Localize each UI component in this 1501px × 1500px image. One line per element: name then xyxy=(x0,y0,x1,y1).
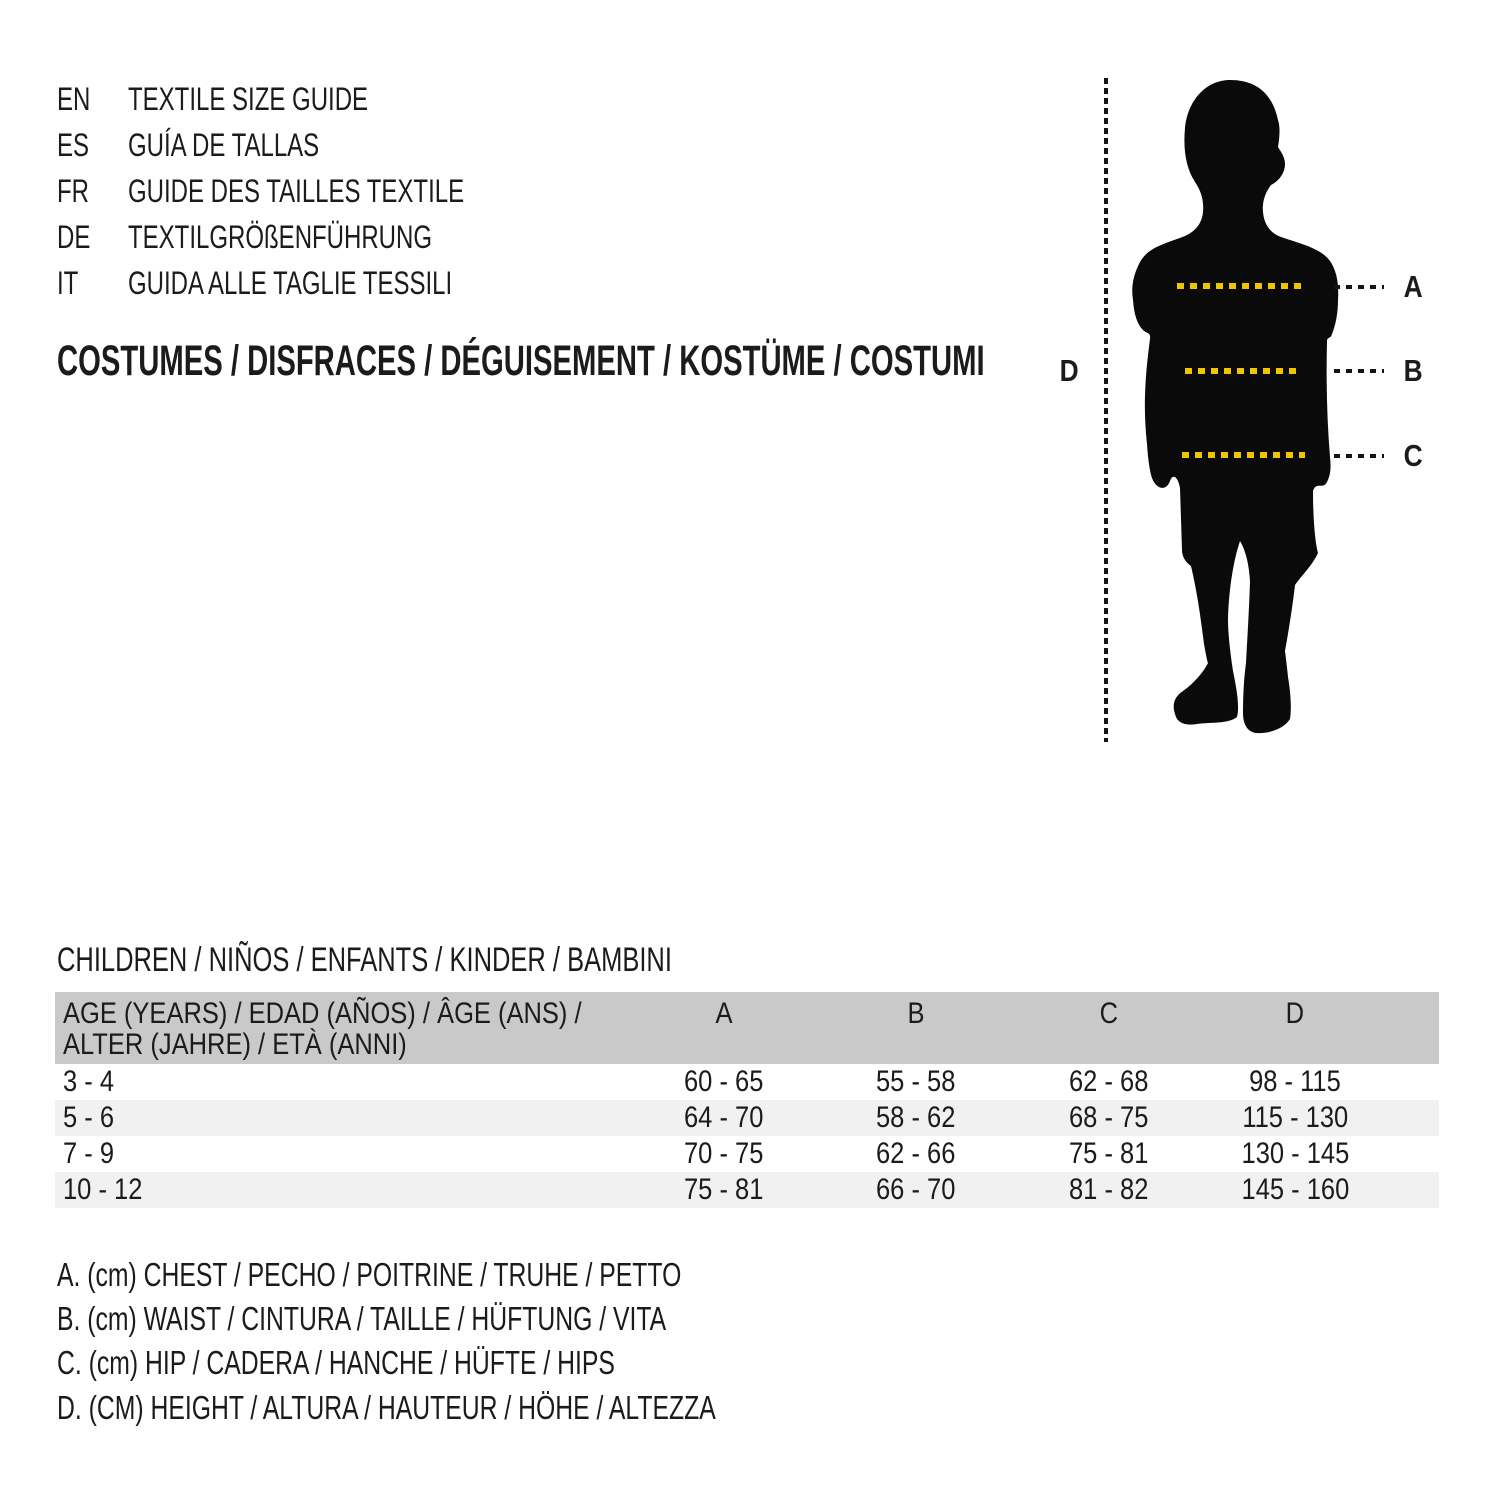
age-cell: 5 - 6 xyxy=(63,1101,115,1134)
hip-label: C xyxy=(1403,438,1423,473)
waist-cell: 55 - 58 xyxy=(876,1065,956,1098)
chest-cell: 64 - 70 xyxy=(684,1101,764,1134)
hip-cell: 75 - 81 xyxy=(1069,1137,1149,1170)
waist-leader-line xyxy=(1334,369,1384,373)
age-cell: 10 - 12 xyxy=(63,1173,143,1206)
height-measure-line xyxy=(1104,78,1108,742)
height-cell: 98 - 115 xyxy=(1249,1065,1341,1098)
table-row xyxy=(55,1100,1439,1136)
language-code: DE xyxy=(57,219,91,255)
age-cell: 7 - 9 xyxy=(63,1137,115,1170)
table-row xyxy=(55,1136,1439,1172)
chest-label: A xyxy=(1403,269,1423,304)
hip-cell: 68 - 75 xyxy=(1069,1101,1149,1134)
legend-item-waist: B. (cm) WAIST / CINTURA / TAILLE / HÜFTUNG / VITA xyxy=(57,1300,667,1337)
height-cell: 145 - 160 xyxy=(1241,1173,1349,1206)
height-label: D xyxy=(1059,353,1079,388)
language-guide-title: GUÍA DE TALLAS xyxy=(128,127,320,163)
language-code: FR xyxy=(57,173,89,209)
height-cell: 130 - 145 xyxy=(1241,1137,1349,1170)
size-table xyxy=(55,992,1439,1208)
legend-item-height: D. (CM) HEIGHT / ALTURA / HAUTEUR / HÖHE / ALTEZZA xyxy=(57,1389,716,1426)
column-header-a: A xyxy=(715,997,733,1030)
child-silhouette-icon xyxy=(1095,72,1345,752)
waist-label: B xyxy=(1403,353,1423,388)
chest-cell: 60 - 65 xyxy=(684,1065,764,1098)
hip-leader-line xyxy=(1334,454,1384,458)
waist-cell: 66 - 70 xyxy=(876,1173,956,1206)
chest-measure-line xyxy=(1177,283,1305,289)
age-cell: 3 - 4 xyxy=(63,1065,115,1098)
waist-cell: 58 - 62 xyxy=(876,1101,956,1134)
language-guide-title: GUIDE DES TAILLES TEXTILE xyxy=(128,173,465,209)
chest-cell: 70 - 75 xyxy=(684,1137,764,1170)
hip-measure-line xyxy=(1182,452,1305,458)
height-cell: 115 - 130 xyxy=(1242,1101,1348,1134)
language-code: EN xyxy=(57,81,91,117)
table-row xyxy=(55,1064,1439,1100)
waist-cell: 62 - 66 xyxy=(876,1137,956,1170)
language-code: ES xyxy=(57,127,90,163)
age-column-header: AGE (YEARS) / EDAD (AÑOS) / ÂGE (ANS) / xyxy=(63,997,582,1030)
language-guide-title: TEXTILE SIZE GUIDE xyxy=(128,81,369,117)
chest-leader-line xyxy=(1334,285,1384,289)
size-table-header xyxy=(55,992,1439,1064)
category-title: COSTUMES / DISFRACES / DÉGUISEMENT / KOSTÜME / COSTUMI xyxy=(57,337,985,385)
section-title-children: CHILDREN / NIÑOS / ENFANTS / KINDER / BAMBINI xyxy=(57,941,672,979)
language-guide-title: GUIDA ALLE TAGLIE TESSILI xyxy=(128,265,453,301)
column-header-d: D xyxy=(1285,997,1305,1030)
age-column-header: ALTER (JAHRE) / ETÀ (ANNI) xyxy=(63,1028,407,1061)
language-code: IT xyxy=(57,265,79,301)
column-header-b: B xyxy=(907,997,925,1030)
column-header-c: C xyxy=(1099,997,1119,1030)
language-guide-title: TEXTILGRÖßENFÜHRUNG xyxy=(128,219,433,255)
legend-item-chest: A. (cm) CHEST / PECHO / POITRINE / TRUHE / PETTO xyxy=(57,1256,682,1293)
chest-cell: 75 - 81 xyxy=(684,1173,764,1206)
table-row xyxy=(55,1172,1439,1208)
hip-cell: 81 - 82 xyxy=(1069,1173,1149,1206)
hip-cell: 62 - 68 xyxy=(1069,1065,1149,1098)
legend-item-hip: C. (cm) HIP / CADERA / HANCHE / HÜFTE / HIPS xyxy=(57,1344,615,1381)
waist-measure-line xyxy=(1185,368,1299,374)
